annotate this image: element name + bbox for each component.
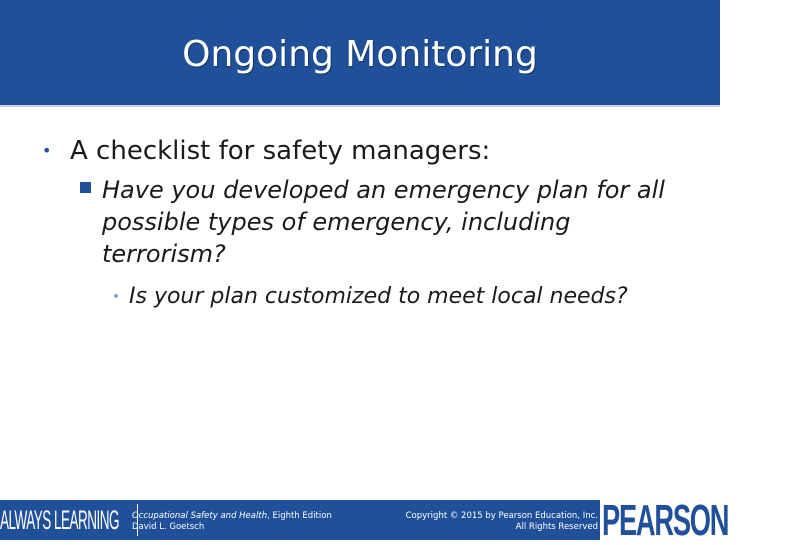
pearson-logo: PEARSON xyxy=(602,496,729,545)
footer-book-info xyxy=(132,511,382,533)
book-author: David L. Goetsch xyxy=(132,522,205,532)
bullet-text: Have you developed an emergency plan for all possible types of emergency, including terrorism? xyxy=(102,176,665,268)
copyright-line-1: Copyright © 2015 by Pearson Education, Inc. xyxy=(405,511,598,521)
bullet-text: Is your plan customized to meet local needs? xyxy=(129,284,628,309)
bullet-dot-icon: • xyxy=(42,141,52,160)
book-title: Occupational Safety and Health xyxy=(132,511,268,521)
footer-copyright xyxy=(390,511,598,533)
footer-bar xyxy=(0,496,729,545)
copyright-line-2: All Rights Reserved xyxy=(515,522,598,532)
slide-title: Ongoing Monitoring xyxy=(182,34,538,75)
bullet-text: A checklist for safety managers: xyxy=(70,136,491,166)
always-learning-logo: ALWAYS LEARNING xyxy=(0,505,120,535)
bullet-square-icon xyxy=(80,182,91,193)
bullet-dot-icon: • xyxy=(112,289,121,305)
book-edition: , Eighth Edition xyxy=(267,511,332,521)
